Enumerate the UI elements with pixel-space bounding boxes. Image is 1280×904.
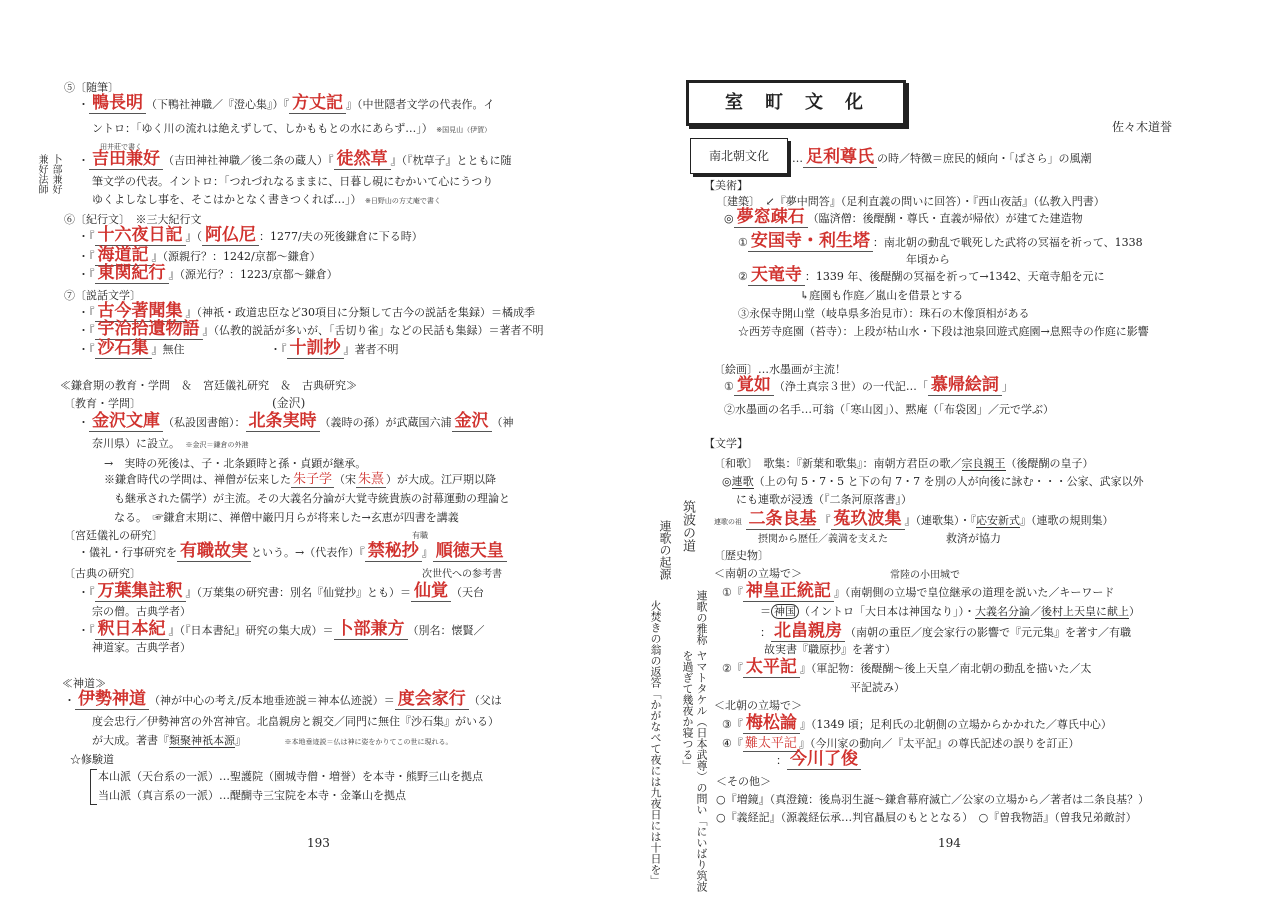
answer-kenko: 吉田兼好 [89,149,163,170]
page-title: 室町文化 [725,92,885,113]
answer-kanazawa: 金沢 [452,411,492,432]
shugendo-brace [90,769,97,805]
hand-note-nijo: 摂関から歴任／義満を支えた [758,534,888,545]
essay-row-2c: ゆくよしなし事を、そこはかとなく書きつくれば…」） ※日野山の方丈庵で書く [92,193,441,206]
ritual-row: ・儀礼・行事研究を 有職故実 という。→（代表作）『 禁秘抄 』 順徳天皇 [78,544,507,560]
painting-row-2: ②水墨画の名手…可翁（「寒山図」）、黙庵（「布袋図」／元で学ぶ） [724,403,1054,416]
painting-head: 〔絵画〕…水墨画が主流！ [714,363,846,376]
hand-note-kyusei: 救済が協力 [946,532,1001,545]
essay-row-1: ・ 鴨長明 （下鴨社神職／『澄心集』）『 方丈記 』（中世隠者文学の代表作。イ [78,93,495,113]
south-head: ＜南朝の立場で＞ [714,567,802,580]
tale-row-3: ・『 沙石集 』無住 [78,338,185,358]
essay-row-2b: 筆文学の代表。イントロ：「つれづれなるままに、日暮し硯にむかいて心にうつり [92,175,494,188]
history-row-4b: ： 今川了俊 [776,752,861,768]
answer-kanazawa-bunko: 金沢文庫 [89,411,163,432]
answer-jinno-shotoki: 神皇正統記 [743,581,834,602]
answer-ise-shinto: 伊勢神道 [75,689,149,710]
waka-row: 〔和歌〕 歌集：『新葉和歌集』：南朝方君臣の歌／宗良親王（後醍醐の皇子） [714,457,1094,470]
education-head: ≪鎌倉期の教育・学問 ＆ 宮廷儀礼研究 ＆ 古典研究≫ [60,379,357,392]
travel-row-3: ・『 東関紀行 』（源光行？：1223/京都～鎌倉） [78,263,338,283]
education-row-6: なる。 ☞鎌倉末期に、禅僧中巌円月らが将来した→玄恵が四書を講義 [114,511,459,524]
answer-tokan: 東関紀行 [95,263,169,284]
answer-nijo-yoshimoto: 二条良基 [746,509,820,530]
nijo-row: 連歌の祖 二条良基 『 菟玖波集 』（連歌集）・『応安新式』（連歌の規則集） [714,509,1114,529]
renga-row-2: にも連歌が浸透（『二条河原落書』） [736,493,912,506]
classics-sub: 〔古典の研究〕 [64,567,141,580]
history-head: 〔歴史物〕 [714,549,769,562]
vertical-note-okina: 火焚きの翁の返答「かがなべて夜には九夜日には十日を」 [649,600,662,886]
answer-yusoku: 有職故実 [177,541,251,562]
answer-tenryuji: 天竜寺 [748,265,805,286]
answer-kakunyo: 覚如 [734,375,774,396]
other-row-1: ○『増鏡』（真澄鏡：後鳥羽生誕～鎌倉幕府滅亡／公家の立場から／著者は二条良基？） [716,793,1150,806]
answer-shushigaku: 朱子学 [293,472,333,487]
nanboku-intro: … 足利尊氏 の時／特徴＝庶民的傾向・「ばさら」の風潮 [792,147,1092,167]
arch-row-4: ☆西芳寺庭園（苔寺）：上段が枯山水・下段は池泉回遊式庭園→息熙寺の作庭に影響 [738,325,1149,338]
answer-hojoki: 方丈記 [289,93,346,114]
answer-sengaku: 仙覚 [411,581,451,602]
answer-watarai-ieyuki: 度会家行 [395,689,469,710]
history-row-1c: ： 北畠親房 （南朝の重臣／度会家行の影響で『元元集』を著す／有職 [760,621,1131,641]
answer-kimpisho: 禁秘抄 [365,541,422,562]
other-row-2: ○『義経記』（源義経伝承…判官贔屓のもととなる） ○『曽我物語』（曽我兄弟敵討） [716,811,1137,824]
vertical-note-yamato: ヤマトタケル（日本武尊）の問い「にいばり筑波を過ぎて幾夜か寝つる」 [681,650,708,892]
travel-row-2: ・『 海道記 』（源親行？：1242/京都～鎌倉） [78,245,321,265]
arch-row-2: ② 天竜寺 ：1339 年、後醍醐の冥福を祈って→1342、天竜寺船を元に [738,265,1105,285]
answer-imagawa-ryoshun: 今川了俊 [787,749,861,770]
section-essay-head: ⑤〔随筆〕 [64,81,119,94]
page-number-left: 193 [307,836,330,850]
answer-juntoku: 順徳天皇 [433,541,507,562]
education-row-3: → 実時の死後は、子・北条顕時と孫・貞顕が継承。 [104,457,367,470]
answer-chomonju: 古今著聞集 [95,301,186,322]
education-sub: 〔教育・学問〕 [64,397,141,410]
answer-abutsu: 阿仏尼 [202,225,259,246]
history-row-1: ①『 神皇正統記 』（南朝側の立場で皇位継承の道理を説いた／キーワード [722,581,1115,601]
education-row-1: ・ 金沢文庫 （私設図書館）： 北条実時 （義時の孫）が武蔵国六浦 金沢 （神 [78,411,514,431]
classics-row-2b: 神道家。古典学者） [92,641,191,654]
page-number-right: 194 [938,836,961,850]
tale-row-4: ・『 十訓抄 』著者不明 [270,338,399,358]
shinto-row-2: 度会忠行／伊勢神宮の外宮神官。北畠親房と親交／同門に無住『沙石集』がいる） [92,715,499,728]
answer-ankokuji: 安国寺・利生塔 [748,231,873,252]
shugendo-row-2: 当山派（真言系の一派）…醍醐寺三宝院を本寺・金峯山を拠点 [98,789,406,802]
history-row-1d: 故実書『職原抄』を著す） [764,643,896,656]
answer-manyoshu-chushaku: 万葉集註釈 [95,581,186,602]
history-row-2b: 平記読み） [850,681,905,694]
arch-row-1: ① 安国寺・利生塔 ：南北朝の動乱で戦死した武将の冥福を祈って、1338 [738,231,1143,251]
arch-row-3: ③永保寺開山堂（岐阜県多治見市）：珠石の木像頂相がある [738,307,1030,320]
answer-boki-ekotoba: 慕帰絵詞 [928,375,1002,396]
history-row-1b: ＝ 神国 （イントロ「大日本は神国なり」）・大義名分論／後村上天皇に献上） [760,605,1140,618]
north-head: ＜北朝の立場で＞ [714,699,802,712]
arch-row-main: ◎ 夢窓疎石 （臨済僧：後醍醐・尊氏・直義が帰依）が建てた建造物 [724,207,1083,227]
renga-row: ◎連歌（上の句 5・7・5 と下の句 7・7 を別の人が向後に詠む・・・公家、武家以外 [722,475,1144,488]
answer-tsurezuregusa: 徒然草 [334,149,391,170]
travel-row-1: ・『 十六夜日記 』（ 阿仏尼 ：1277/夫の死後鎌倉に下る時） [78,225,423,245]
section-tale-head: ⑦〔説話文学〕 [64,289,141,302]
arch-row-1b: 年頃から [906,253,950,266]
section-box [690,138,788,174]
arch-head: 〔建築〕 ↙『夢中問答』（足利直義の問いに回答）・『西山夜話』（仏教入門書） [716,195,1105,208]
section-travel-head: ⑥〔紀行文〕 ※三大紀行文 [64,213,202,226]
answer-ujishui: 宇治拾遺物語 [95,319,203,340]
shugendo-row-1: 本山派（天台系の一派）…聖護院（園城寺僧・増誉）を本寺・熊野三山を拠点 [98,770,483,783]
education-row-2: 奈川県）に設立。 ※金沢＝鎌倉の外港 [92,437,249,450]
vertical-note-renga-origin: 連歌の起源 [658,520,672,580]
answer-baishoron: 梅松論 [743,713,800,734]
answer-tsukubashu: 菟玖波集 [831,509,905,530]
answer-muso-soseki: 夢窓疎石 [734,207,808,228]
answer-izayoi: 十六夜日記 [95,225,186,246]
hand-sasaki-doyo: 佐々木道誉 [1112,120,1173,134]
painting-row-1: ① 覚如 （浄土真宗３世）の一代記…「 慕帰絵詞 」 [724,375,1013,395]
education-row-4: ※鎌倉時代の学問は、禅僧が伝来した 朱子学 （宋 朱熹 ）が大成。江戸期以降 [104,472,497,487]
answer-shasekishu: 沙石集 [95,338,152,359]
title-box [686,80,906,126]
shinto-row-3: が大成。著書『類聚神祇本源』 ※本地垂迹説＝仏は神に姿をかりてこの世に現れる。 [92,734,453,747]
history-row-4: ④『 難太平記 』（今川家の動向／『太平記』の尊氏記述の誤りを訂正） [722,736,1080,751]
answer-shuki: 朱熹 [358,472,385,487]
hand-note-oda: 常陸の小田城で [890,570,960,581]
vertical-note-tsukuba: 筑波の道 [680,500,695,552]
vertical-note-renga-name: 連歌の雅称 [695,590,708,645]
section-title: 南北朝文化 [708,149,769,163]
education-founder-note: (金沢) [272,396,306,410]
essay-row-2: ・ 吉田兼好 （吉田神社神職／後二条の蔵人）『 徒然草 』（『枕草子』とともに随 [78,149,512,169]
shinto-row-1: ・ 伊勢神道 （神が中心の考え/反本地垂迹説＝神本仏迹説）＝ 度会家行 （父は [64,689,502,709]
answer-takauji: 足利尊氏 [803,147,877,168]
lit-head: 【文学】 [704,437,748,450]
answer-kaidoki: 海道記 [95,245,152,266]
ritual-small: 有職 [412,531,428,540]
tale-row-1: ・『 古今著聞集 』（神祇・政道忠臣など30項目に分類して古今の説話を集録）＝橘成季 [78,301,535,321]
shugendo-head: ☆修験道 [70,753,114,766]
essay-small-note: 田井莊で書く [100,143,142,151]
answer-sanetoki: 北条実時 [246,411,320,432]
answer-taiheiki: 太平記 [743,657,800,678]
ritual-sub: 〔宮廷儀礼の研究〕 [64,529,163,542]
answer-nantaiheiki: 難太平記 [744,736,797,751]
answer-kitabatake-chikafusa: 北畠親房 [771,621,845,642]
essay-row-1b: ントロ：「ゆく川の流れは絶えずして、しかももとの水にあらず…」） ※国見山（伊賀） [92,122,492,135]
shinto-head: ≪神道≫ [62,677,106,690]
classics-row-1b: 宗の僧。古典学者） [92,605,191,618]
education-row-5: も継承された儒学）が主流。その大義名分論が大覚寺統貴族の討幕運動の理論と [114,492,510,505]
ritual-hand-note: 次世代への参考書 [422,569,502,580]
art-head: 【美術】 [704,179,748,192]
classics-row-2: ・『 釈日本紀 』（『日本書紀』研究の集大成）＝ 卜部兼方 （別名：懐賢／ [78,619,485,639]
margin-note-kenko: 卜部兼好 兼好法師 [36,154,61,194]
answer-jikkinsho: 十訓抄 [287,338,344,359]
answer-chomei: 鴨長明 [89,93,146,114]
tale-row-2: ・『 宇治拾遺物語 』（仏教的説話が多いが、「舌切り雀」などの民話も集録）＝著者不明 [78,319,544,339]
answer-shaku-nihongi: 釈日本紀 [95,619,169,640]
arch-row-2b: ↳庭園も作庭／嵐山を借景とする [800,289,964,302]
other-head: ＜その他＞ [716,775,771,788]
history-row-2: ②『 太平記 』（軍記物：後醍醐～後上天皇／南北朝の動乱を描いた／太 [722,657,1092,677]
history-row-3: ③『 梅松論 』（1349 頃；足利氏の北朝側の立場からかかれた／尊氏中心） [722,713,1112,733]
classics-row-1: ・『 万葉集註釈 』（万葉集の研究書：別名『仙覚抄』とも）＝ 仙覚 （天台 [78,581,484,601]
answer-urabe-kanekata: 卜部兼方 [334,619,408,640]
